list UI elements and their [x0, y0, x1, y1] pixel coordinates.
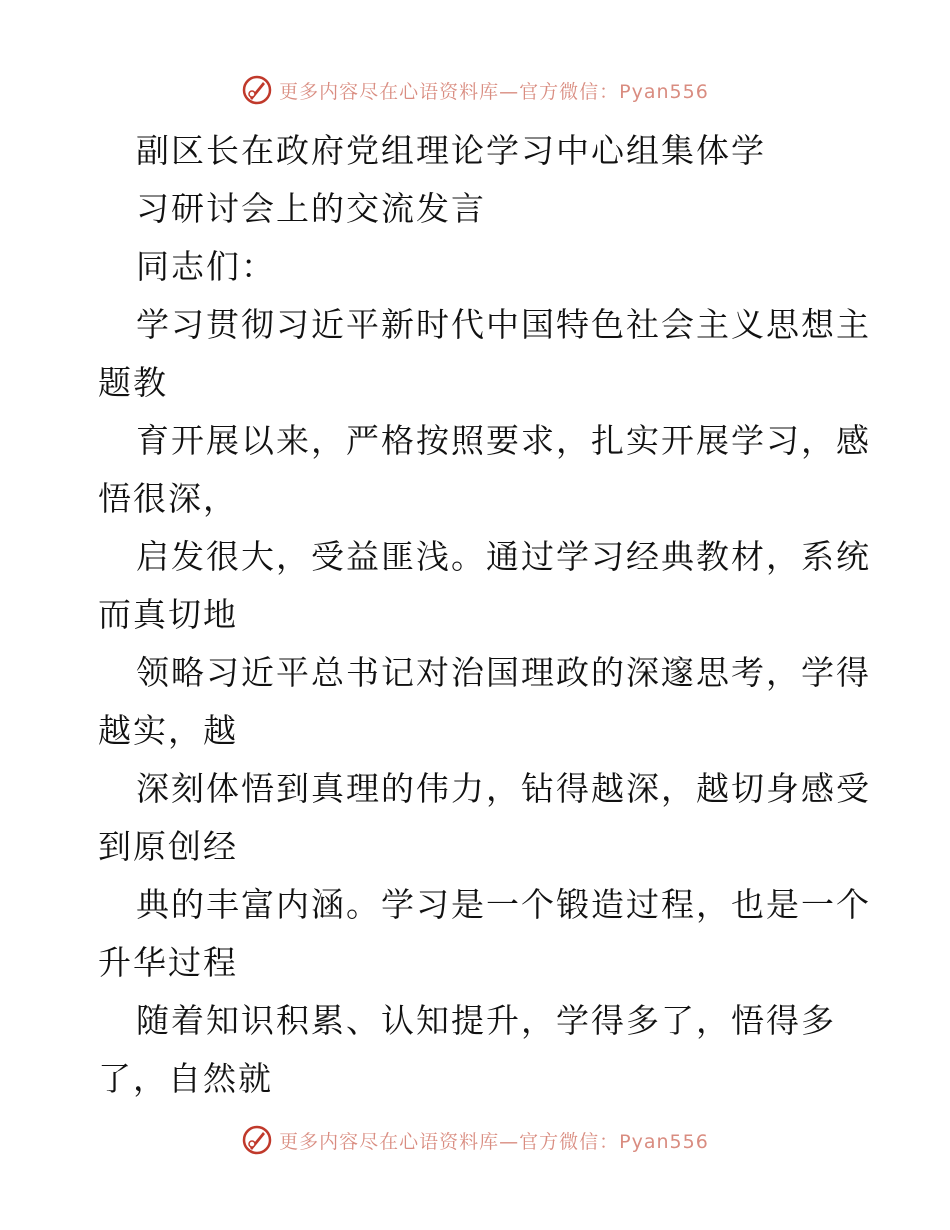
title-line-2: 习研讨会上的交流发言	[136, 189, 486, 228]
paragraph-line: 越实，越	[98, 711, 238, 750]
paragraph-line: 深刻体悟到真理的伟力，钻得越深，越切身感受	[136, 769, 871, 808]
paragraph-line: 了，自然就	[98, 1059, 273, 1098]
paragraph-line: 领略习近平总书记对治国理政的深邃思考，学得	[136, 653, 871, 692]
paragraph-line: 悟很深，	[98, 479, 238, 518]
paragraph-line: 题教	[98, 363, 168, 402]
paragraph-line: 到原创经	[98, 827, 238, 866]
document-body	[98, 122, 871, 1108]
paragraph-line: 随着知识积累、认知提升，学得多了，悟得多	[136, 1001, 836, 1040]
paragraph-line: 典的丰富内涵。学习是一个锻造过程，也是一个	[136, 885, 871, 924]
paragraph-line: 启发很大，受益匪浅。通过学习经典教材，系统	[136, 537, 871, 576]
quill-logo-icon	[241, 1124, 273, 1156]
paragraph-line: 学习贯彻习近平新时代中国特色社会主义思想主	[136, 305, 871, 344]
salutation: 同志们：	[136, 247, 276, 286]
title-line-1: 副区长在政府党组理论学习中心组集体学	[136, 131, 766, 170]
banner-text: 更多内容尽在心语资料库—官方微信：Pyan556	[279, 80, 709, 103]
paragraph-line: 而真切地	[98, 595, 238, 634]
footer-watermark-banner	[0, 1120, 950, 1160]
header-watermark-banner	[0, 70, 950, 110]
paragraph-line: 育开展以来，严格按照要求，扎实开展学习，感	[136, 421, 871, 460]
quill-logo-icon	[241, 74, 273, 106]
banner-text: 更多内容尽在心语资料库—官方微信：Pyan556	[279, 1130, 709, 1153]
paragraph-line: 升华过程	[98, 943, 238, 982]
